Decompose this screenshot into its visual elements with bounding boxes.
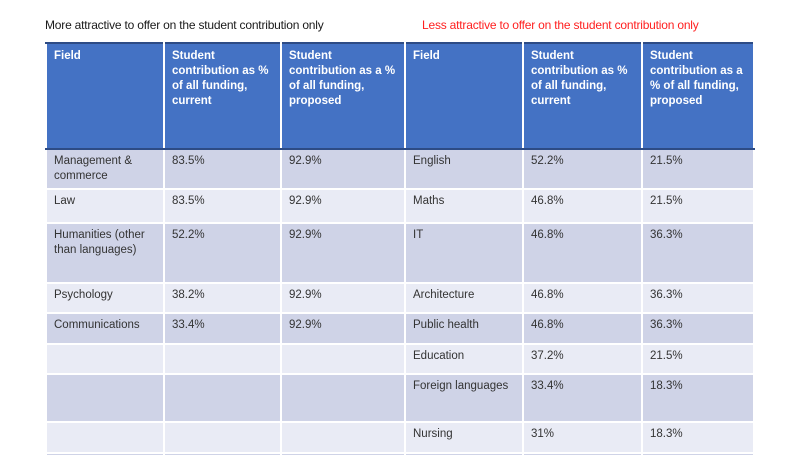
cell-field: Humanities (other than languages) [46,223,164,283]
cell-value: 52.2% [164,223,281,283]
cell-value [164,374,281,422]
column-header-current-left: Student contribution as % of all funding, current [164,43,281,149]
header-row [46,43,754,149]
cell-value: 92.9% [281,149,405,189]
title-more-attractive: More attractive to offer on the student contribution only [45,18,324,32]
table-row [46,313,754,344]
cell-field: English [405,149,523,189]
cell-value: 52.2% [523,149,642,189]
cell-value: 46.8% [523,223,642,283]
cell-value: 36.3% [642,223,754,283]
cell-field: Public health [405,313,523,344]
cell-value: 37.2% [523,344,642,374]
cell-value [281,374,405,422]
cell-field: Communications [46,313,164,344]
cell-value: 18.3% [642,374,754,422]
cell-field: Nursing [405,422,523,453]
cell-field: Foreign languages [405,374,523,422]
cell-value: 38.2% [164,283,281,313]
cell-value [281,422,405,453]
cell-field: Education [405,344,523,374]
cell-value: 21.5% [642,189,754,223]
cell-value: 83.5% [164,189,281,223]
column-header-current-right: Student contribution as % of all funding, current [523,43,642,149]
cell-value: 46.8% [523,313,642,344]
cell-value [281,344,405,374]
cell-value: 83.5% [164,149,281,189]
title-less-attractive: Less attractive to offer on the student contribution only [422,18,699,32]
cell-value: 92.9% [281,283,405,313]
cell-value: 92.9% [281,189,405,223]
column-header-proposed-left: Student contribution as a % of all funding, proposed [281,43,405,149]
cell-value: 18.3% [642,422,754,453]
table-row [46,422,754,453]
table-row [46,149,754,189]
column-header-proposed-right: Student contribution as a % of all funding, proposed [642,43,754,149]
cell-field [46,344,164,374]
cell-value: 46.8% [523,189,642,223]
cell-value: 33.4% [523,374,642,422]
cell-field: Management & commerce [46,149,164,189]
table-row [46,223,754,283]
cell-value: 31% [523,422,642,453]
funding-comparison-table [45,42,755,455]
cell-value: 21.5% [642,149,754,189]
cell-field: Psychology [46,283,164,313]
cell-field: Maths [405,189,523,223]
cell-value: 33.4% [164,313,281,344]
table-row [46,344,754,374]
table-row [46,189,754,223]
cell-field: IT [405,223,523,283]
cell-field [46,374,164,422]
cell-field: Architecture [405,283,523,313]
table-row [46,374,754,422]
column-header-field-left: Field [46,43,164,149]
cell-value [164,422,281,453]
table-row [46,283,754,313]
cell-value: 92.9% [281,223,405,283]
cell-value: 36.3% [642,283,754,313]
cell-value [164,344,281,374]
cell-field: Law [46,189,164,223]
cell-value: 36.3% [642,313,754,344]
cell-field [46,422,164,453]
cell-value: 21.5% [642,344,754,374]
cell-value: 92.9% [281,313,405,344]
cell-value: 46.8% [523,283,642,313]
column-header-field-right: Field [405,43,523,149]
